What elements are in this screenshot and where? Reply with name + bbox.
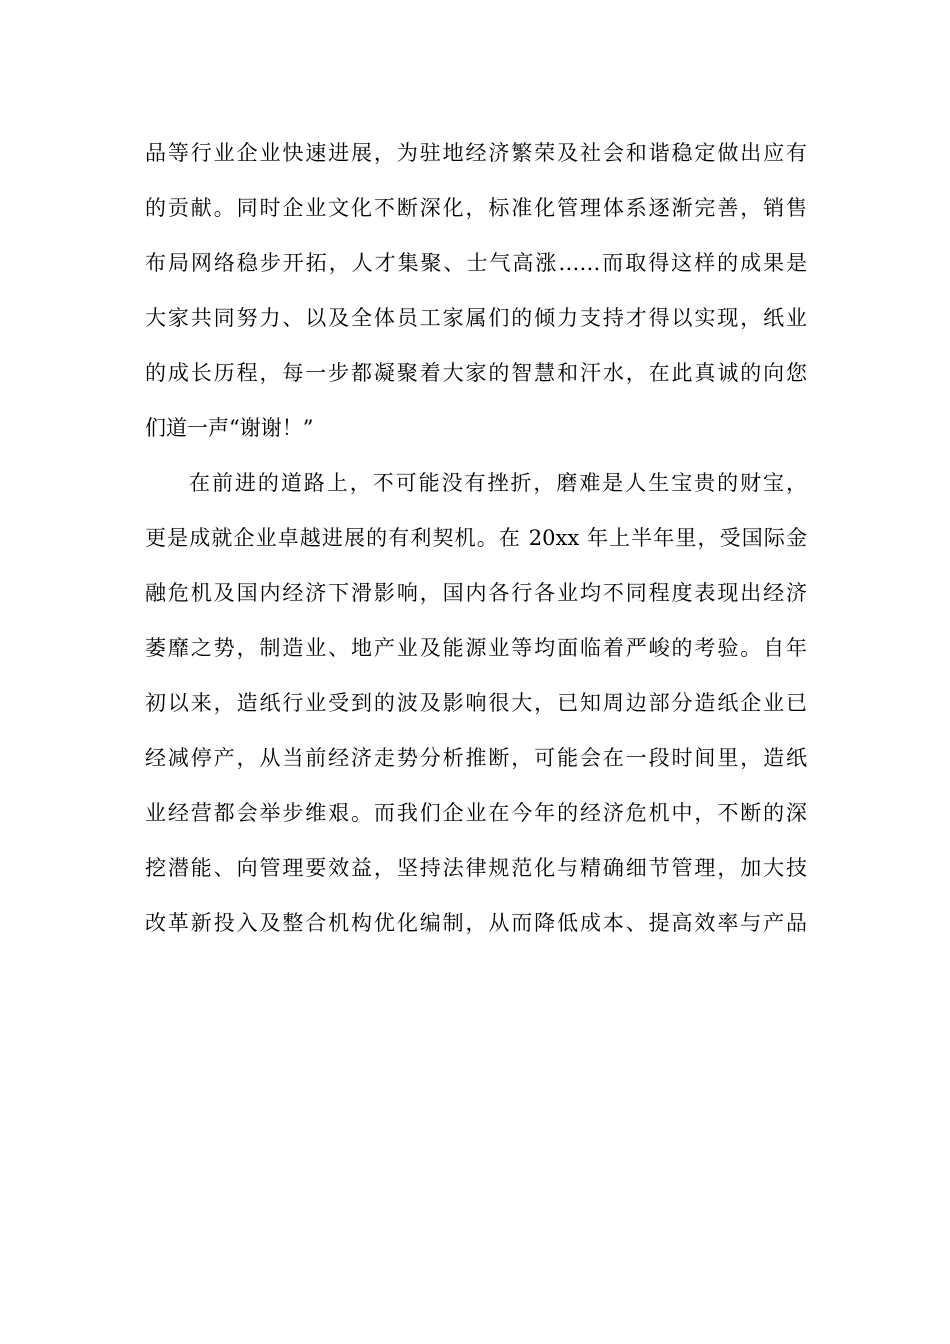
document-body — [145, 126, 807, 951]
text-line: 萎靡之势，制造业、地产业及能源业等均面临着严峻的考验。自年 — [145, 636, 807, 660]
text-line: 的贡献。同时企业文化不断深化，标准化管理体系逐渐完善，销售 — [145, 196, 807, 220]
text-line: 业经营都会举步维艰。而我们企业在今年的经济危机中，不断的深 — [145, 801, 807, 825]
text-line: 融危机及国内经济下滑影响，国内各行各业均不同程度表现出经济 — [145, 581, 807, 605]
text-line: 大家共同努力、以及全体员工家属们的倾力支持才得以实现，纸业 — [145, 306, 807, 330]
text-line: 改革新投入及整合机构优化编制，从而降低成本、提高效率与产品 — [145, 911, 807, 935]
paragraph-first-line: 在前进的道路上，不可能没有挫折，磨难是人生宝贵的财宝， — [189, 471, 807, 495]
text-line: 初以来，造纸行业受到的波及影响很大，已知周边部分造纸企业已 — [145, 691, 807, 715]
text-line: 品等行业企业快速进展，为驻地经济繁荣及社会和谐稳定做出应有 — [145, 141, 807, 165]
text-line: 们道一声“谢谢！” — [145, 416, 314, 440]
text-line: 的成长历程，每一步都凝聚着大家的智慧和汗水，在此真诚的向您 — [145, 361, 807, 385]
text-line: 更是成就企业卓越进展的有利契机。在 20xx 年上半年里，受国际金 — [145, 526, 807, 550]
text-line: 布局网络稳步开拓，人才集聚、士气高涨……而取得这样的成果是 — [145, 251, 807, 275]
text-line: 挖潜能、向管理要效益，坚持法律规范化与精确细节管理，加大技 — [145, 856, 807, 880]
text-line: 经减停产，从当前经济走势分析推断，可能会在一段时间里，造纸 — [145, 746, 807, 770]
